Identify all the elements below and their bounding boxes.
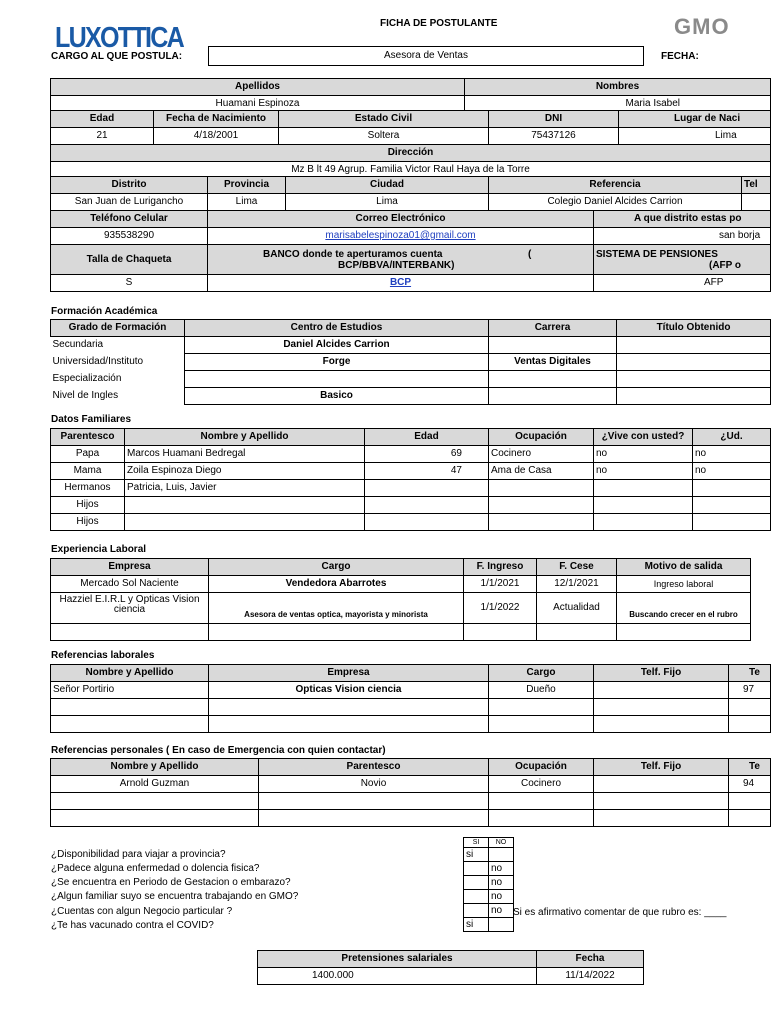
pretensiones-value[interactable]: 1400.000: [258, 968, 537, 985]
titulo-cell[interactable]: [617, 388, 771, 405]
no-cell[interactable]: no: [489, 904, 514, 918]
familiares-header: ¿Vive con usted?: [594, 429, 693, 446]
adistrito-label: A que distrito estas po: [594, 211, 771, 228]
grado-cell: Especialización: [52, 373, 122, 384]
banco-label: BANCO donde te aperturamos cuenta: [263, 249, 443, 260]
correo-link[interactable]: marisabelespinoza01@gmail.com: [325, 230, 476, 241]
ud-cell[interactable]: no: [693, 446, 771, 463]
ref-personales-header: Te: [729, 759, 771, 776]
vive-cell[interactable]: no: [594, 446, 693, 463]
carrera-cell[interactable]: [489, 337, 617, 354]
table-row: [51, 776, 771, 793]
direccion-value[interactable]: Mz B lt 49 Agrup. Familia Victor Raul Haya de la Torre: [51, 162, 771, 179]
fijo-cell[interactable]: [594, 776, 729, 793]
motivo-cell[interactable]: Buscando crecer en el rubro: [617, 593, 751, 624]
grado-cell: Secundaria: [52, 339, 104, 351]
ud-cell[interactable]: [693, 497, 771, 514]
ud-cell[interactable]: [693, 480, 771, 497]
table-row: [51, 371, 771, 388]
ref-personales-header: Ocupación: [489, 759, 594, 776]
grado-cell: Universidad/Instituto: [52, 356, 144, 367]
nombre-cell[interactable]: [125, 514, 365, 531]
referencia-value[interactable]: Colegio Daniel Alcides Carrion: [489, 194, 742, 211]
edad-cell[interactable]: [365, 497, 489, 514]
vive-cell[interactable]: [594, 514, 693, 531]
correo-label: Correo Electrónico: [208, 211, 594, 228]
table-row: [51, 463, 771, 480]
familiares-table: [50, 428, 771, 531]
ref-laborales-header: Nombre y Apellido: [51, 665, 209, 682]
edad-value[interactable]: 21: [51, 128, 154, 145]
si-cell[interactable]: [464, 890, 489, 904]
empresa-cell[interactable]: Mercado Sol Naciente: [51, 576, 209, 593]
experiencia-header: Empresa: [51, 559, 209, 576]
ciudad-label: Ciudad: [286, 177, 489, 194]
ref-laborales-header: Empresa: [209, 665, 489, 682]
ref-personales-title: Referencias personales ( En caso de Emergencia con quien contactar): [51, 745, 386, 756]
formacion-header: Título Obtenido: [617, 320, 771, 337]
experiencia-title: Experiencia Laboral: [51, 544, 147, 555]
centro-cell[interactable]: Forge: [185, 354, 489, 371]
empresa-cell[interactable]: Hazziel E.I.R.L y Opticas Vision: [59, 594, 200, 605]
carrera-cell[interactable]: [489, 388, 617, 405]
cese-cell[interactable]: 12/1/2021: [537, 576, 617, 593]
carrera-cell[interactable]: Ventas Digitales: [489, 354, 617, 371]
titulo-cell[interactable]: [617, 371, 771, 388]
familiares-header: Parentesco: [51, 429, 125, 446]
motivo-cell[interactable]: Ingreso laboral: [617, 576, 751, 593]
titulo-cell[interactable]: [617, 354, 771, 371]
grado-cell: Nivel de Ingles: [52, 390, 119, 401]
experiencia-header: F. Cese: [537, 559, 617, 576]
cargo-cell[interactable]: Vendedora Abarrotes: [209, 576, 464, 593]
table-row: [51, 514, 771, 531]
ciudad-value[interactable]: Lima: [286, 194, 489, 211]
address-table: [50, 176, 771, 211]
fnac-value[interactable]: 4/18/2001: [154, 128, 279, 145]
cargo-cell[interactable]: Asesora de ventas optica, mayorista y minorista: [209, 593, 464, 624]
ocupacion-cell[interactable]: [489, 480, 594, 497]
familiares-header: ¿Ud.: [693, 429, 771, 446]
civil-value[interactable]: Soltera: [279, 128, 489, 145]
table-row: [51, 810, 771, 827]
ingreso-cell[interactable]: 1/1/2022: [464, 593, 537, 624]
ref-personales-table: [50, 758, 771, 827]
edad-cell[interactable]: 47: [365, 463, 489, 480]
empresa-cell-line2[interactable]: ciencia: [113, 604, 146, 615]
ref-laborales-table: [50, 664, 771, 733]
cargo-value[interactable]: Asesora de Ventas: [208, 46, 644, 66]
pregunta-covid: ¿Te has vacunado contra el COVID?: [51, 920, 214, 931]
nombre-cell[interactable]: Marcos Huamani Bedregal: [125, 446, 365, 463]
si-cell[interactable]: [464, 862, 489, 876]
table-row: [51, 354, 771, 371]
adistrito-value[interactable]: san borja: [594, 228, 771, 245]
formacion-header: Carrera: [489, 320, 617, 337]
formacion-table: [50, 319, 771, 405]
cargo-label: CARGO AL QUE POSTULA:: [51, 51, 183, 62]
banco-label-2: BCP/BBVA/INTERBANK): [338, 260, 455, 271]
pregunta-viajar: ¿Disponibilidad para viajar a provincia?: [51, 849, 226, 860]
vive-cell[interactable]: no: [594, 463, 693, 480]
pregunta-negocio: ¿Cuentas con algun Negocio particular ?: [51, 906, 233, 917]
pregunta-enfermedad: ¿Padece alguna enfermedad o dolencia fisica?: [51, 863, 260, 874]
pretensiones-fecha-label: Fecha: [537, 951, 644, 968]
tel-label: Tel: [742, 177, 771, 194]
distrito-value[interactable]: San Juan de Lurigancho: [51, 194, 208, 211]
si-cell[interactable]: [464, 876, 489, 890]
centro-cell[interactable]: Basico: [185, 388, 489, 405]
no-cell[interactable]: [489, 848, 514, 862]
apellidos-value[interactable]: Huamani Espinoza: [51, 96, 465, 113]
pensiones-label: SISTEMA DE PENSIONES: [596, 249, 718, 260]
table-row: [51, 793, 771, 810]
pregunta-familiar-gmo: ¿Algun familiar suyo se encuentra trabajando en GMO?: [51, 891, 299, 902]
parentesco-cell: Hijos: [51, 514, 125, 531]
nombre-cell[interactable]: Señor Portirio: [51, 682, 209, 699]
contact-table: [50, 210, 771, 245]
table-row: [51, 716, 771, 733]
ref-personales-header: Telf. Fijo: [594, 759, 729, 776]
chaqueta-value[interactable]: S: [51, 275, 208, 292]
familiares-title: Datos Familiares: [51, 414, 132, 425]
edad-cell[interactable]: [365, 480, 489, 497]
table-row: [51, 699, 771, 716]
banco-link[interactable]: BCP: [389, 277, 412, 288]
pretensiones-table: [257, 950, 644, 985]
tel-cell[interactable]: 94: [729, 776, 771, 793]
ref-laborales-header: Telf. Fijo: [594, 665, 729, 682]
cargo-cell[interactable]: Dueño: [489, 682, 594, 699]
lugar-label: Lugar de Naci: [619, 111, 771, 128]
distrito-label: Distrito: [51, 177, 208, 194]
edad-cell[interactable]: 69: [365, 446, 489, 463]
fnac-label: Fecha de Nacimiento: [154, 111, 279, 128]
ref-personales-header: Nombre y Apellido: [51, 759, 259, 776]
bank-table: [50, 244, 771, 292]
nombre-cell[interactable]: Patricia, Luis, Javier: [125, 480, 365, 497]
table-row: [51, 480, 771, 497]
direccion-label: Dirección: [51, 145, 771, 162]
si-cell[interactable]: si: [464, 848, 489, 862]
table-row: [51, 576, 751, 593]
pregunta-gestacion: ¿Se encuentra en Periodo de Gestacion o embarazo?: [51, 877, 291, 888]
empresa-cell[interactable]: Opticas Vision ciencia: [209, 682, 489, 699]
ocupacion-cell[interactable]: [489, 497, 594, 514]
formacion-header: Centro de Estudios: [185, 320, 489, 337]
table-row: [51, 593, 751, 624]
vive-cell[interactable]: [594, 497, 693, 514]
pensiones-value[interactable]: AFP: [594, 275, 771, 292]
cese-cell[interactable]: Actualidad: [537, 593, 617, 624]
experiencia-table: [50, 558, 751, 641]
edad-cell[interactable]: [365, 514, 489, 531]
si-header: SI: [464, 838, 489, 848]
table-row: [51, 682, 771, 699]
table-row: [51, 446, 771, 463]
fijo-cell[interactable]: [594, 682, 729, 699]
dni-label: DNI: [489, 111, 619, 128]
banco-paren: (: [528, 249, 532, 260]
ref-personales-header: Parentesco: [259, 759, 489, 776]
fecha-label: FECHA:: [661, 51, 699, 62]
ud-cell[interactable]: no: [693, 463, 771, 480]
nombre-cell[interactable]: Arnold Guzman: [51, 776, 259, 793]
familiares-header: Edad: [365, 429, 489, 446]
comentario-rubro: Si es afirmativo comentar de que rubro es: ____: [513, 907, 727, 918]
provincia-label: Provincia: [208, 177, 286, 194]
parentesco-cell: Mama: [51, 463, 125, 480]
nombre-cell[interactable]: Zoila Espinoza Diego: [125, 463, 365, 480]
formacion-title: Formación Académica: [51, 306, 158, 317]
ocupacion-cell[interactable]: Ama de Casa: [489, 463, 594, 480]
ocupacion-cell[interactable]: [489, 514, 594, 531]
no-cell[interactable]: [489, 918, 514, 932]
edad-label: Edad: [51, 111, 154, 128]
carrera-cell[interactable]: [489, 371, 617, 388]
ud-cell[interactable]: [693, 514, 771, 531]
luxottica-logo: [55, 20, 183, 52]
pensiones-label-2: (AFP o: [709, 260, 742, 271]
nombre-cell[interactable]: [125, 497, 365, 514]
no-cell[interactable]: no: [489, 862, 514, 876]
personal-names-table: [50, 78, 771, 113]
ref-laborales-title: Referencias laborales: [51, 650, 155, 661]
civil-label: Estado Civil: [279, 111, 489, 128]
gmo-logo: GMO: [674, 14, 730, 39]
table-row: [51, 388, 771, 405]
pretensiones-label: Pretensiones salariales: [258, 951, 537, 968]
provincia-value[interactable]: Lima: [208, 194, 286, 211]
parentesco-cell[interactable]: Novio: [259, 776, 489, 793]
ocupacion-cell[interactable]: Cocinero: [489, 776, 594, 793]
chaqueta-label: Talla de Chaqueta: [51, 245, 208, 275]
formacion-header: Grado de Formación: [51, 320, 185, 337]
lugar-value[interactable]: Lima: [619, 128, 771, 145]
si-cell[interactable]: si: [464, 918, 489, 932]
celular-value[interactable]: 935538290: [51, 228, 208, 245]
centro-cell[interactable]: Daniel Alcides Carrion: [185, 337, 489, 354]
no-cell[interactable]: no: [489, 876, 514, 890]
table-row: [51, 337, 771, 354]
nombres-value[interactable]: Maria Isabel: [465, 96, 771, 113]
parentesco-cell: Hijos: [51, 497, 125, 514]
pretensiones-fecha-value[interactable]: 11/14/2022: [537, 968, 644, 985]
familiares-header: Ocupación: [489, 429, 594, 446]
vive-cell[interactable]: [594, 480, 693, 497]
ref-laborales-header: Cargo: [489, 665, 594, 682]
parentesco-cell: Papa: [51, 446, 125, 463]
experiencia-header: F. Ingreso: [464, 559, 537, 576]
familiares-header: Nombre y Apellido: [125, 429, 365, 446]
personal-data-table: [50, 110, 771, 179]
form-title: FICHA DE POSTULANTE: [380, 18, 498, 29]
table-row: [51, 624, 751, 641]
svg-text:LUXOTTICA: LUXOTTICA: [55, 22, 185, 54]
ingreso-cell[interactable]: 1/1/2021: [464, 576, 537, 593]
experiencia-header: Motivo de salida: [617, 559, 751, 576]
no-cell[interactable]: no: [489, 890, 514, 904]
parentesco-cell: Hermanos: [51, 480, 125, 497]
ocupacion-cell[interactable]: Cocinero: [489, 446, 594, 463]
nombres-label: Nombres: [465, 79, 771, 96]
referencia-label: Referencia: [489, 177, 742, 194]
tel-cell[interactable]: 97: [729, 682, 771, 699]
centro-cell[interactable]: [185, 371, 489, 388]
apellidos-label: Apellidos: [51, 79, 465, 96]
tel-value[interactable]: [742, 194, 771, 211]
si-no-table: [463, 837, 514, 932]
celular-label: Teléfono Celular: [51, 211, 208, 228]
table-row: [51, 497, 771, 514]
no-header: NO: [489, 838, 514, 848]
ref-laborales-header: Te: [729, 665, 771, 682]
titulo-cell[interactable]: [617, 337, 771, 354]
si-cell[interactable]: [464, 904, 489, 918]
experiencia-header: Cargo: [209, 559, 464, 576]
dni-value[interactable]: 75437126: [489, 128, 619, 145]
